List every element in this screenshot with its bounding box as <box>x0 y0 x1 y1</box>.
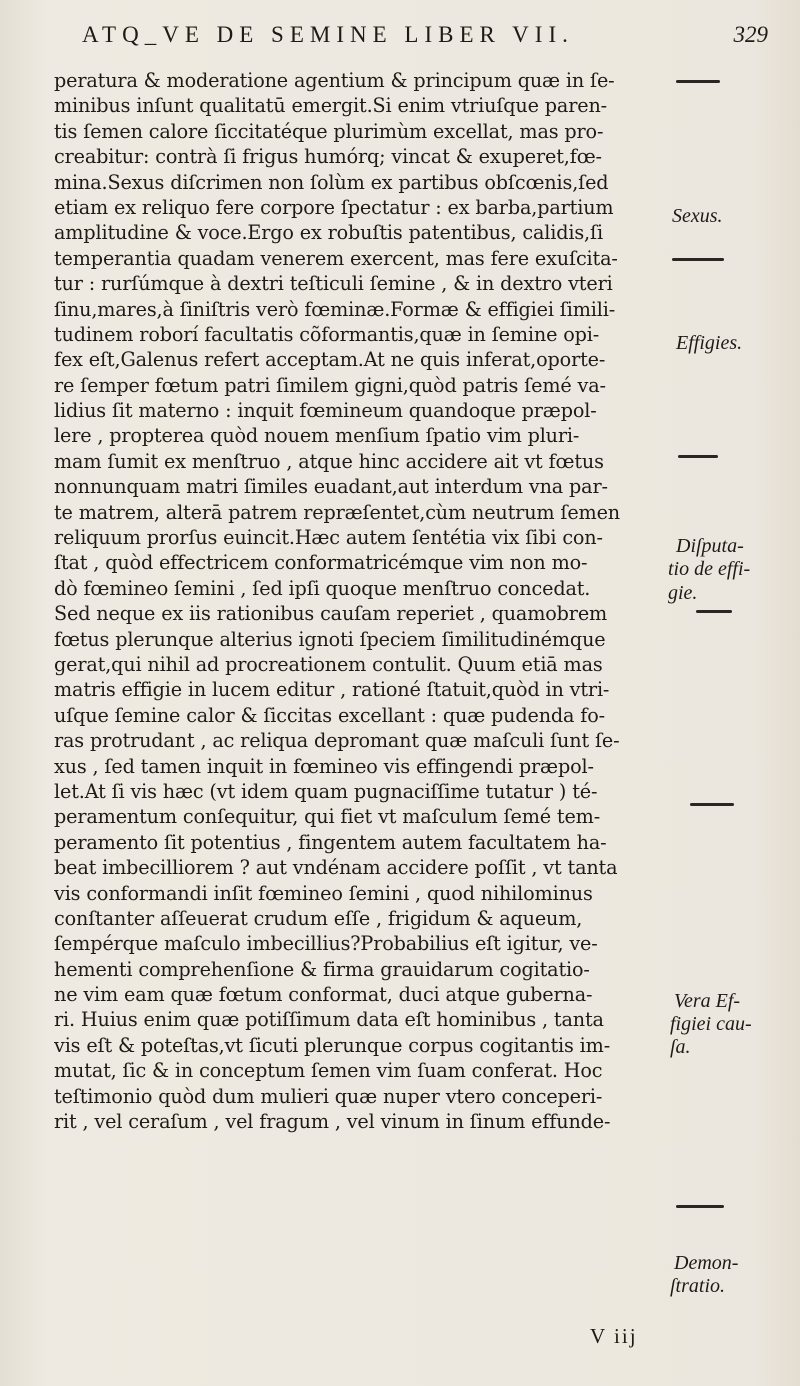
page-number: 329 <box>733 22 768 47</box>
text-line: ſinu,mares,à ſiniſtris verò fœminæ.Formæ & effigiei ſimili- <box>54 297 616 321</box>
text-line: reliquum prorſus euincit.Hæc autem ſentétia vix ſibi con- <box>54 526 603 550</box>
margin-note-sexus: Sexus. <box>672 205 723 227</box>
margin-note-demonstratio-1: Demon- <box>674 1252 739 1274</box>
text-line: etiam ex reliquo fere corpore ſpectatur : ex barba,partium <box>54 195 614 219</box>
text-line: ne vim eam quæ fœtum conformat, duci atque guberna- <box>54 983 593 1007</box>
body-text <box>54 68 664 1134</box>
ink-mark <box>678 455 718 458</box>
text-line: lidius ſit materno : inquit fœmineum quandoque præpol- <box>54 399 597 423</box>
text-line: vis eſt & poteſtas,vt ſicuti plerunque corpus cogitantis im- <box>54 1033 611 1057</box>
ink-mark <box>676 1205 724 1208</box>
page-header <box>58 22 778 62</box>
text-line: tur : rurſúmque à dextri teſticuli ſemine , & in dextro vteri <box>54 272 613 296</box>
text-line: conſtanter aſſeuerat crudum eſſe , frigidum & aqueum, <box>54 906 583 930</box>
text-line: peramento ſit potentius , fingentem autem facultatem ha- <box>54 830 607 854</box>
margin-note-disputatio-1: Diſputa- <box>676 535 744 557</box>
text-line: re ſemper fœtum patri ſimilem gigni,quòd patris ſemé va- <box>54 373 606 397</box>
text-line: tudinem roborí facultatis cõformantis,quæ in ſemine opi- <box>54 322 600 346</box>
text-line: xus , ſed tamen inquit in fœmineo vis effingendi præpol- <box>54 754 594 778</box>
text-line: mutat, ſic & in conceptum ſemen vim ſuam conferat. Hoc <box>54 1059 603 1083</box>
text-line: ſtat , quòd effectricem conformatricémque vim non mo- <box>54 551 588 575</box>
text-line: peramentum conſequitur, qui fiet vt maſculum ſemé tem- <box>54 805 601 829</box>
text-line: Sed neque ex iis rationibus cauſam reperiet , quamobrem <box>54 602 608 626</box>
ink-mark <box>690 803 734 806</box>
text-line: temperantia quadam venerem exercent, mas fere exuſcita- <box>54 246 618 270</box>
text-line: mina.Sexus diſcrimen non ſolùm ex partibus obſcœnis,ſed <box>54 170 609 194</box>
text-line: uſque ſemine calor & ſiccitas excellant : quæ pudenda fo- <box>54 703 605 727</box>
text-line: beat imbecilliorem ? aut vndénam accidere poſſit , vt tanta <box>54 856 618 880</box>
margin-note-vera-1: Vera Ef- <box>674 990 741 1012</box>
text-line: creabitur: contrà ſi frigus humórq; vincat & exuperet,fœ- <box>54 145 602 169</box>
text-line: teſtimonio quòd dum mulieri quæ nuper vtero conceperi- <box>54 1084 603 1108</box>
margin-note-demonstratio-2: ſtratio. <box>670 1275 726 1297</box>
text-line: matris effigie in lucem editur , rationé ſtatuit,quòd in vtri- <box>54 678 610 702</box>
text-line: ri. Huius enim quæ potiſſimum data eſt hominibus , tanta <box>54 1008 604 1032</box>
text-line: amplitudine & voce.Ergo ex robuſtis patentibus, calidis,ſi <box>54 221 603 245</box>
text-line: ras protrudant , ac reliqua depromant quæ maſculi ſunt ſe- <box>54 729 620 753</box>
text-line: minibus inſunt qualitatū emergit.Si enim vtriuſque paren- <box>54 94 607 118</box>
text-line: fex eſt,Galenus refert acceptam.At ne quis inferat,oporte- <box>54 348 606 372</box>
ink-mark <box>696 610 732 613</box>
margin-note-vera-3: ſa. <box>670 1036 691 1058</box>
text-line: ſempérque maſculo imbecillius?Probabilius eſt igitur, ve- <box>54 932 598 956</box>
text-line: mam ſumit ex menſtruo , atque hinc accidere ait vt fœtus <box>54 449 604 473</box>
margin-note-effigies: Effigies. <box>676 332 743 354</box>
text-line: tis ſemen calore ſiccitatéque plurimùm excellat, mas pro- <box>54 119 604 143</box>
ink-mark <box>672 258 724 261</box>
text-line: fœtus plerunque alterius ignoti ſpeciem ſimilitudinémque <box>54 627 606 651</box>
running-title: ATQ_VE DE SEMINE LIBER VII. <box>82 22 574 47</box>
ink-mark <box>676 80 720 83</box>
text-line: nonnunquam matri ſimiles euadant,aut interdum vna par- <box>54 475 608 499</box>
margin-note-vera-2: figiei cau- <box>670 1013 752 1035</box>
text-line: te matrem, alterā patrem repræſentet,cùm neutrum ſemen <box>54 500 621 524</box>
text-line: gerat,qui nihil ad procreationem contulit. Quum etiā mas <box>54 652 603 676</box>
text-line: lere , propterea quòd nouem menſium ſpatio vim pluri- <box>54 424 580 448</box>
text-line: peratura & moderatione agentium & principum quæ in ſe- <box>54 69 615 92</box>
text-line: vis conformandi inſit fœmineo ſemini , quod nihilominus <box>54 881 593 905</box>
text-line: hementi comprehenſione & firma grauidarum cogitatio- <box>54 957 590 981</box>
text-line: rit , vel ceraſum , vel fragum , vel vinum in ſinum effunde- <box>54 1110 611 1134</box>
text-line: let.At ſi vis hæc (vt idem quam pugnaciſſime tutatur ) té- <box>54 779 598 803</box>
text-line: dò fœmineo ſemini , ſed ipſi quoque menſtruo concedat. <box>54 576 591 600</box>
signature-mark: V iij <box>590 1324 638 1348</box>
margin-note-disputatio-2: tio de effi- <box>668 558 751 580</box>
margin-note-disputatio-3: gie. <box>668 582 698 604</box>
